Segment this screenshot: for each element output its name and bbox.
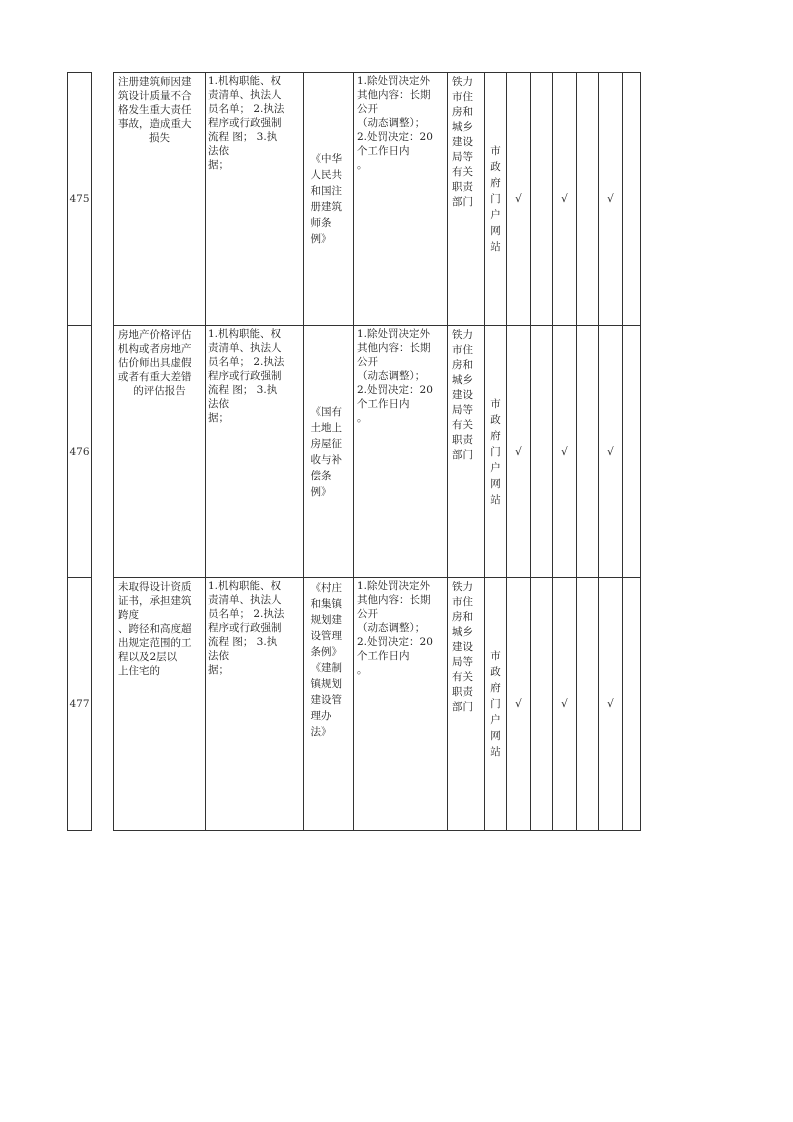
department-text: 铁力市住房和城乡建设局等有关职责部门 <box>452 76 473 208</box>
department-text: 铁力市住房和城乡建设局等有关职责部门 <box>452 581 473 713</box>
text-line: 2.处罚决定：20 <box>357 636 433 648</box>
item-line: 出规定范围的工 <box>118 637 192 649</box>
check-cell <box>623 73 641 326</box>
table-row <box>68 326 641 578</box>
item-line: 上住宅的 <box>118 665 160 677</box>
text-line: 责清单、执法人 <box>208 594 282 606</box>
item-name-cell <box>114 73 206 326</box>
item-line: 或者有重大差错 <box>118 371 192 383</box>
check-cell <box>531 578 553 831</box>
check-cell <box>531 326 553 578</box>
text-line: 程序或行政强制 <box>208 370 282 382</box>
spacer-cell <box>92 578 114 831</box>
check-cell: √ <box>599 73 623 326</box>
disclosure-table <box>67 72 641 831</box>
channel-text: 市政府门户网站 <box>490 145 501 253</box>
text-line: 公开 <box>357 103 378 115</box>
basis-cell <box>206 578 304 831</box>
text-line: 2.处罚决定：20 <box>357 384 433 396</box>
text-line: 公开 <box>357 356 378 368</box>
text-line: 据； <box>208 412 229 424</box>
item-line: 未取得设计资质 <box>118 581 192 593</box>
spacer-cell <box>92 326 114 578</box>
item-line: 注册建筑师因建 <box>118 76 192 88</box>
text-line: 其他内容：长期 <box>357 89 431 101</box>
text-line: 程序或行政强制 <box>208 117 282 129</box>
law-text: 《国有土地上房屋征收与补偿条例》 <box>310 405 342 498</box>
law-text: 《村庄和集镇规划建设管理条例》《建制镇规划建设管理办法》 <box>310 582 342 738</box>
basis-cell <box>206 73 304 326</box>
text-line: 员名单； 2.执法 <box>208 103 285 115</box>
check-cell: √ <box>507 578 531 831</box>
text-line: 程序或行政强制 <box>208 622 282 634</box>
text-line: 法依 <box>208 398 229 410</box>
text-line: 个工作日内 <box>357 650 410 662</box>
spacer-cell <box>92 73 114 326</box>
check-cell: √ <box>599 578 623 831</box>
table-row <box>68 73 641 326</box>
text-line: 1.除处罚决定外 <box>357 580 431 592</box>
text-line: （动态调整）； <box>357 370 426 382</box>
check-cell: √ <box>599 326 623 578</box>
row-number: 476 <box>68 326 92 578</box>
department-cell <box>448 73 485 326</box>
text-line: 。 <box>357 664 368 676</box>
text-line: 个工作日内 <box>357 145 410 157</box>
text-line: 公开 <box>357 608 378 620</box>
check-cell <box>577 326 599 578</box>
department-cell <box>448 326 485 578</box>
check-cell <box>577 73 599 326</box>
department-text: 铁力市住房和城乡建设局等有关职责部门 <box>452 329 473 461</box>
time-limit-cell <box>354 326 448 578</box>
item-line: 程以及2层以 <box>118 651 178 663</box>
check-cell: √ <box>553 73 577 326</box>
item-line: 筑设计质量不合 <box>118 90 192 102</box>
item-line: 、跨径和高度超 <box>118 623 192 635</box>
text-line: 其他内容：长期 <box>357 594 431 606</box>
check-cell <box>623 578 641 831</box>
text-line: 责清单、执法人 <box>208 89 282 101</box>
item-name-cell <box>114 578 206 831</box>
law-cell <box>304 73 354 326</box>
text-line: 2.处罚决定：20 <box>357 131 433 143</box>
text-line: （动态调整）； <box>357 622 426 634</box>
channel-cell <box>485 578 507 831</box>
law-cell <box>304 326 354 578</box>
item-line: 房地产价格评估 <box>118 329 192 341</box>
check-cell <box>577 578 599 831</box>
text-line: 个工作日内 <box>357 398 410 410</box>
text-line: 员名单； 2.执法 <box>208 356 285 368</box>
item-line: 机构或者房地产 <box>118 343 192 355</box>
channel-cell <box>485 73 507 326</box>
channel-text: 市政府门户网站 <box>490 650 501 758</box>
text-line: 其他内容：长期 <box>357 342 431 354</box>
text-line: 流程 图； 3.执 <box>208 131 278 143</box>
channel-cell <box>485 326 507 578</box>
time-limit-cell <box>354 578 448 831</box>
check-cell: √ <box>553 326 577 578</box>
item-line: 跨度 <box>118 609 139 621</box>
item-line: 格发生重大责任 <box>118 104 192 116</box>
table-row <box>68 578 641 831</box>
check-cell: √ <box>507 73 531 326</box>
item-line: 损失 <box>149 132 170 144</box>
text-line: 1.除处罚决定外 <box>357 328 431 340</box>
department-cell <box>448 578 485 831</box>
text-line: 员名单； 2.执法 <box>208 608 285 620</box>
text-line: 据； <box>208 159 229 171</box>
check-cell: √ <box>553 578 577 831</box>
text-line: 责清单、执法人 <box>208 342 282 354</box>
text-line: 法依 <box>208 650 229 662</box>
check-cell <box>531 73 553 326</box>
channel-text: 市政府门户网站 <box>490 397 501 506</box>
item-line: 估价师出具虚假 <box>118 357 192 369</box>
item-line: 证书，承担建筑 <box>118 595 192 607</box>
text-line: 1.机构职能、权 <box>208 75 282 87</box>
text-line: 1.机构职能、权 <box>208 580 282 592</box>
time-limit-cell <box>354 73 448 326</box>
text-line: 1.机构职能、权 <box>208 328 282 340</box>
row-number: 477 <box>68 578 92 831</box>
item-name-cell <box>114 326 206 578</box>
text-line: 流程 图； 3.执 <box>208 384 278 396</box>
text-line: 流程 图； 3.执 <box>208 636 278 648</box>
law-text: 《中华人民共和国注册建筑师条例》 <box>310 153 342 245</box>
law-cell <box>304 578 354 831</box>
item-line: 的评估报告 <box>133 385 186 397</box>
check-cell <box>623 326 641 578</box>
text-line: 。 <box>357 159 368 171</box>
check-cell: √ <box>507 326 531 578</box>
item-line: 事故，造成重大 <box>118 118 192 130</box>
text-line: 。 <box>357 412 368 424</box>
text-line: 1.除处罚决定外 <box>357 75 431 87</box>
row-number: 475 <box>68 73 92 326</box>
text-line: 据； <box>208 664 229 676</box>
text-line: 法依 <box>208 145 229 157</box>
basis-cell <box>206 326 304 578</box>
text-line: （动态调整）； <box>357 117 426 129</box>
